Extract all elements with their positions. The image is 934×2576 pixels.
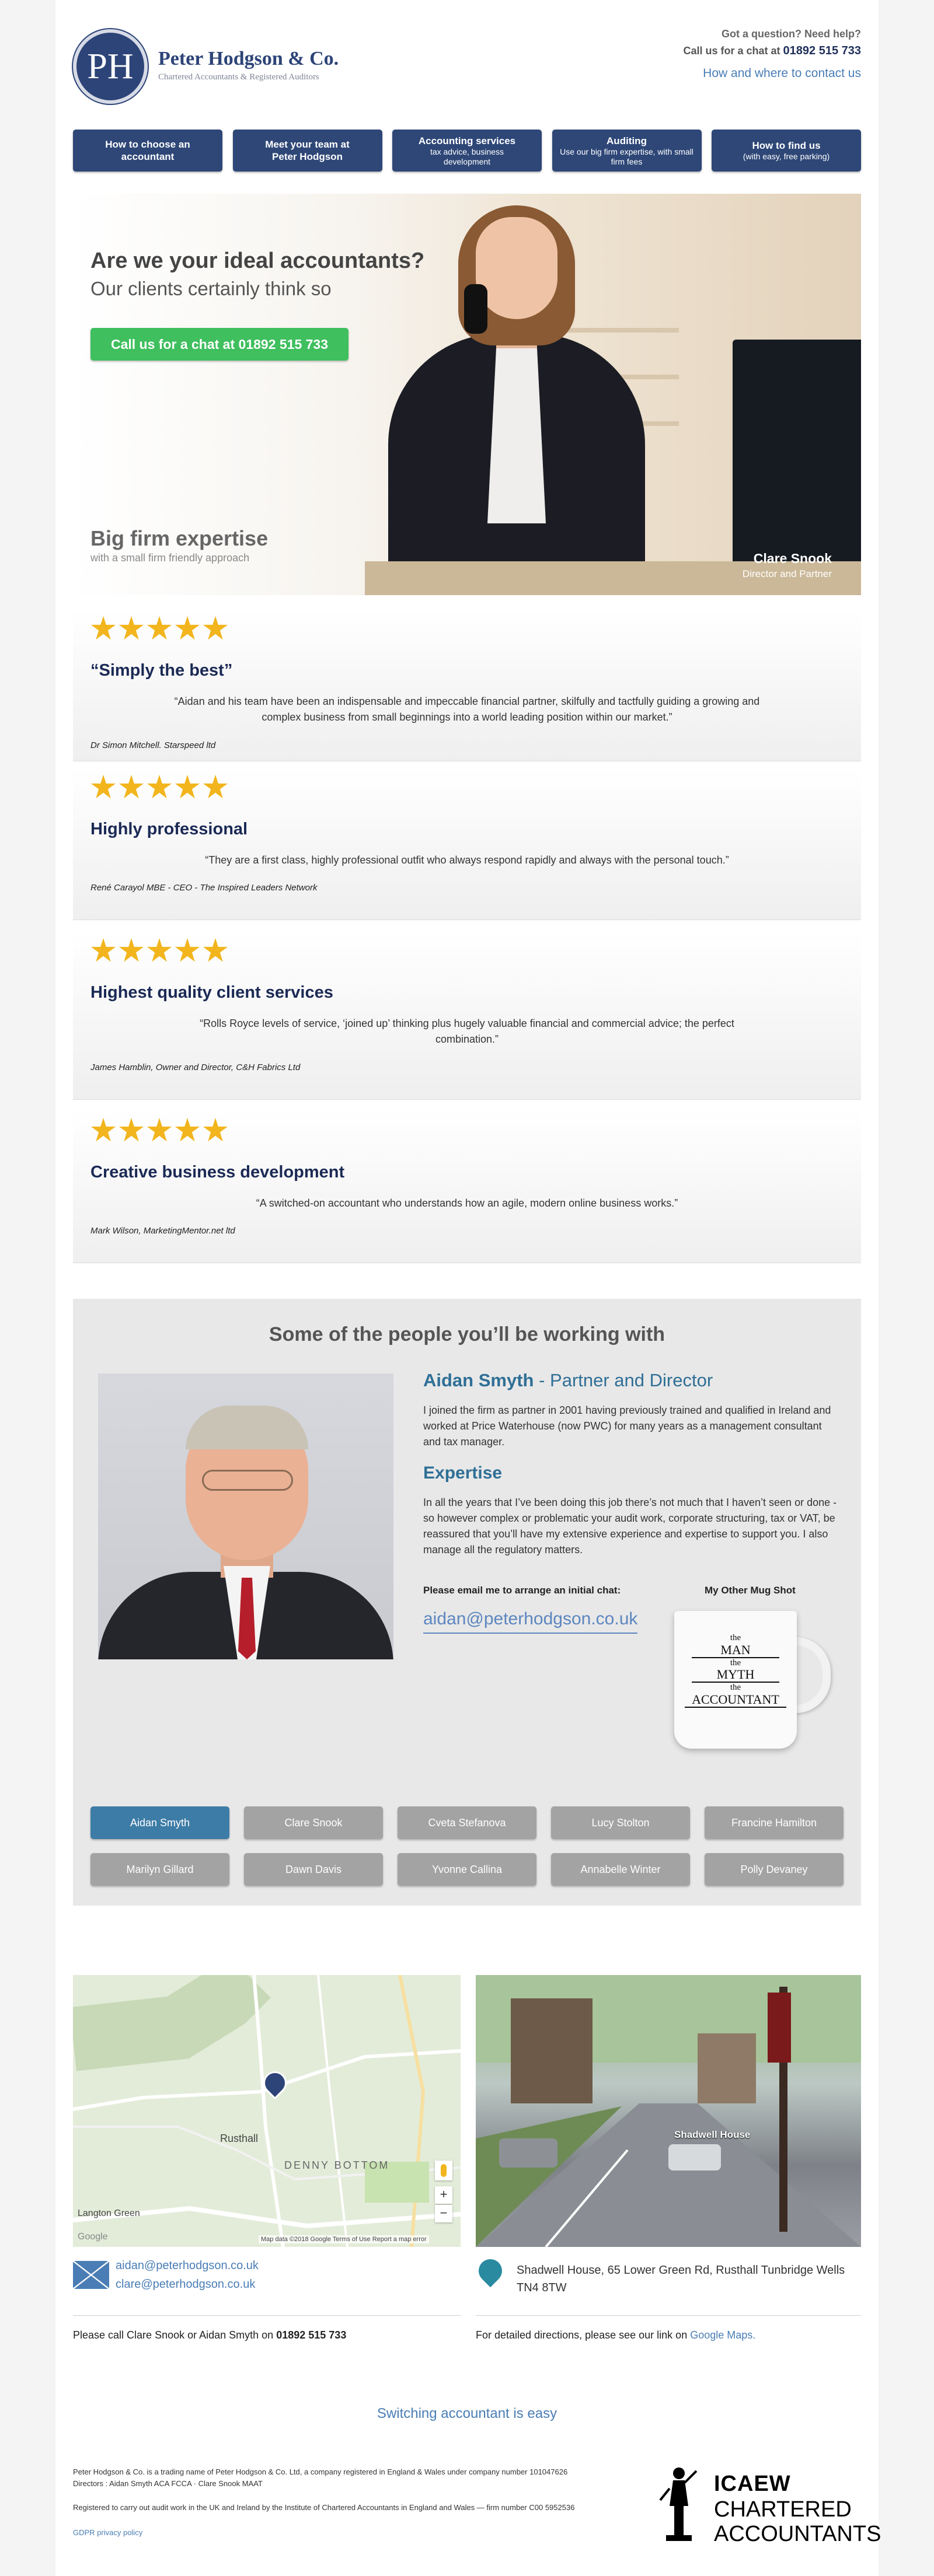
street-sign-shadwell-house: Shadwell House [674, 2129, 751, 2140]
nav-label: How to find us [752, 139, 821, 151]
map-label-denny-bottom: DENNY BOTTOM [284, 2159, 390, 2171]
nav-sublabel: (with easy, free parking) [743, 152, 830, 162]
nav-sublabel: tax advice, business development [430, 146, 504, 166]
testimonial-author: Dr Simon Mitchell. Starspeed ltd [90, 740, 216, 750]
star-icon [175, 1117, 200, 1143]
testimonial-title: “Simply the best” [90, 661, 233, 680]
member-role: Partner and Director [550, 1370, 713, 1390]
team-button-francine-hamilton[interactable]: Francine Hamilton [705, 1806, 844, 1839]
nav-accounting-services[interactable] [392, 130, 542, 172]
company-name[interactable]: Peter Hodgson & Co. [158, 48, 339, 69]
hero-person-shirt [487, 348, 546, 523]
footer-legal-line: Peter Hodgson & Co. is a trading name of Peter Hodgson & Co. Ltd, a company registered in England & Wales under company number 101047626 [73, 2467, 568, 2476]
team-section [73, 1299, 861, 1906]
switching-link[interactable]: Switching accountant is easy [377, 2406, 557, 2421]
google-logo: Google [78, 2232, 108, 2242]
zoom-out-button[interactable]: − [435, 2205, 452, 2222]
hero-person-face [476, 217, 557, 319]
icaew-figure-icon [658, 2465, 700, 2542]
mug-label: My Other Mug Shot [705, 1585, 796, 1596]
header-call [683, 44, 861, 58]
nav-label: Accounting services [418, 135, 516, 146]
team-button-cveta-stefanova[interactable]: Cveta Stefanova [398, 1806, 536, 1839]
rating-stars [90, 1117, 228, 1143]
mug-text: the [730, 1683, 741, 1693]
testimonial-quote: “They are a first class, highly professional outfit who always respond rapidly and always with the personal touch.” [205, 854, 729, 866]
testimonial-title: Highest quality client services [90, 983, 333, 1002]
header-phone[interactable]: 01892 515 733 [783, 44, 861, 57]
email-label: Please email me to arrange an initial chat: [423, 1585, 621, 1596]
expertise-text: In all the years that I’ve been doing this job there’s not much that I haven’t seen or done - so however complex or problematic your audit work, corporate structuring, tax or VAT, be reassured that you’ll have my extensive experience and expertise to support you. I also manage all the regulatory matters. [423, 1497, 837, 1556]
testimonial-title: Highly professional [90, 820, 248, 838]
expertise-heading: Expertise [423, 1463, 503, 1483]
testimonial-card [73, 609, 861, 761]
mug-image [674, 1611, 797, 1749]
hero-person-name: Clare Snook [753, 551, 832, 566]
team-button-aidan-smyth[interactable]: Aidan Smyth [90, 1806, 229, 1839]
mug-text: ACCOUNTANT [685, 1693, 786, 1708]
star-icon [90, 616, 116, 641]
testimonial-card [73, 931, 861, 1100]
member-bio: I joined the firm as partner in 2001 having previously trained and qualified in Ireland and worked at Price Waterhouse (now PWC) for many years as a management consultant and tax manager. [423, 1404, 831, 1448]
star-icon [90, 774, 116, 800]
star-icon [175, 774, 200, 800]
star-icon [119, 938, 144, 963]
header-call-prefix: Call us for a chat at [683, 45, 780, 57]
rating-stars [90, 938, 228, 963]
star-icon [203, 774, 228, 800]
team-heading: Some of the people you’ll be working with [269, 1323, 665, 1345]
divider [73, 2315, 461, 2316]
icaew-logo-text: CHARTERED [714, 2497, 852, 2522]
hero-tagline-sub: with a small firm friendly approach [90, 552, 250, 564]
testimonial-author: James Hamblin, Owner and Director, C&H Fabrics Ltd [90, 1062, 301, 1072]
street-view-photo [476, 1975, 861, 2247]
mug-text: the [730, 1633, 741, 1642]
footer-directors: Directors : Aidan Smyth ACA FCCA · Clare Snook MAAT [73, 2479, 263, 2488]
hero-title: Are we your ideal accountants? [90, 249, 425, 273]
star-icon [203, 938, 228, 963]
star-icon [119, 616, 144, 641]
call-number[interactable]: 01892 515 733 [276, 2329, 347, 2341]
map-label-langton-green: Langton Green [78, 2208, 140, 2218]
testimonial-author: Mark Wilson, MarketingMentor.net ltd [90, 1226, 235, 1236]
nav-label: Auditing [607, 135, 647, 146]
zoom-in-button[interactable]: + [435, 2186, 452, 2204]
envelope-icon [73, 2261, 109, 2289]
team-button-lucy-stolton[interactable]: Lucy Stolton [551, 1806, 690, 1839]
footer-legal [73, 2466, 567, 2489]
email-link-aidan[interactable]: aidan@peterhodgson.co.uk [116, 2259, 259, 2272]
icaew-logo-text: ACCOUNTANTS [714, 2522, 881, 2546]
street-scene [476, 1975, 861, 2247]
divider [476, 2315, 861, 2316]
testimonial-card [73, 1110, 861, 1263]
team-button-clare-snook[interactable]: Clare Snook [244, 1806, 383, 1839]
team-button-dawn-davis[interactable]: Dawn Davis [244, 1853, 383, 1886]
team-member-buttons [90, 1806, 844, 1886]
star-icon [203, 1117, 228, 1143]
rating-stars [90, 616, 228, 641]
nav-auditing[interactable] [552, 130, 702, 172]
pegman-icon[interactable] [435, 2161, 452, 2180]
testimonial-author: René Carayol MBE - CEO - The Inspired Leaders Network [90, 883, 318, 893]
location-pin-icon [474, 2255, 507, 2288]
mug-text: MAN [692, 1643, 779, 1658]
testimonial-title: Creative business development [90, 1163, 345, 1182]
mug-text: the [730, 1658, 741, 1668]
testimonial-quote: “Rolls Royce levels of service, ‘joined up’ thinking plus hugely valuable financial and commercial advice; the perfect combination.” [200, 1018, 734, 1045]
star-icon [203, 616, 228, 641]
contact-link[interactable]: How and where to contact us [703, 67, 861, 80]
map-roads [73, 1975, 461, 2247]
star-icon [175, 616, 200, 641]
member-email-link[interactable]: aidan@peterhodgson.co.uk [423, 1609, 637, 1634]
phone-icon [464, 284, 487, 334]
star-icon [147, 938, 172, 963]
mug-text: MYTH [692, 1668, 779, 1683]
hero-subtitle: Our clients certainly think so [90, 278, 332, 299]
member-heading [423, 1370, 713, 1391]
map-label-rusthall: Rusthall [220, 2133, 259, 2144]
google-maps-link[interactable]: Google Maps. [690, 2329, 756, 2341]
glasses-icon [202, 1470, 293, 1491]
gdpr-link[interactable]: GDPR privacy policy [73, 2528, 143, 2537]
page [55, 0, 879, 2576]
testimonial-quote: “A switched-on accountant who understands how an agile, modern online business works.” [256, 1197, 678, 1209]
team-button-annabelle-winter[interactable]: Annabelle Winter [551, 1853, 690, 1886]
call-us-button[interactable]: Call us for a chat at 01892 515 733 [90, 328, 348, 361]
nav-meet-team[interactable] [233, 130, 382, 172]
company-tagline: Chartered Accountants & Registered Auditors [158, 72, 319, 82]
star-icon [147, 774, 172, 800]
photo-hair [186, 1406, 308, 1449]
main-nav [73, 130, 861, 172]
testimonial-card [73, 767, 861, 920]
footer-registration: Registered to carry out audit work in the UK and Ireland by the Institute of Chartered Accountants in England and Wales — firm number C00 5952536 [73, 2503, 575, 2512]
directions-prefix: For detailed directions, please see our link on [476, 2329, 688, 2341]
star-icon [90, 1117, 116, 1143]
team-button-marilyn-gillard[interactable]: Marilyn Gillard [90, 1853, 229, 1886]
team-button-yvonne-callina[interactable]: Yvonne Callina [398, 1853, 536, 1886]
nav-choose-accountant[interactable] [73, 130, 222, 172]
star-icon [119, 774, 144, 800]
call-prefix: Please call Clare Snook or Aidan Smyth on [73, 2329, 274, 2341]
star-icon [147, 1117, 172, 1143]
nav-find-us[interactable] [712, 130, 861, 172]
office-address: Shadwell House, 65 Lower Green Rd, Rusthall Tunbridge Wells TN4 8TW [517, 2264, 845, 2294]
nav-label: How to choose an accountant [105, 138, 190, 162]
rating-stars [90, 774, 228, 800]
logo-monogram[interactable]: PH [73, 29, 148, 104]
email-link-clare[interactable]: clare@peterhodgson.co.uk [116, 2278, 256, 2291]
star-icon [90, 938, 116, 963]
header-question: Got a question? Need help? [721, 28, 861, 40]
nav-label: Meet your team at Peter Hodgson [265, 138, 350, 162]
testimonial-quote: “Aidan and his team have been an indispensable and impeccable financial partner, skilfully and tactfully guiding a growing and complex business from small beginnings into a world leading position within our market.” [174, 695, 760, 723]
star-icon [119, 1117, 144, 1143]
member-sep: - [534, 1370, 550, 1390]
member-name: Aidan Smyth [423, 1370, 534, 1390]
hero-person-role: Director and Partner [742, 568, 832, 579]
map-credits: Map data ©2018 Google Terms of Use Report a map error [259, 2235, 429, 2243]
team-member-photo [98, 1373, 393, 1659]
hero-tagline: Big firm expertise [90, 526, 269, 550]
team-button-polly-devaney[interactable]: Polly Devaney [705, 1853, 844, 1886]
google-map[interactable] [73, 1975, 461, 2247]
call-text [73, 2329, 346, 2341]
directions-text [476, 2329, 755, 2341]
star-icon [147, 616, 172, 641]
star-icon [175, 938, 200, 963]
icaew-logo-text: ICAEW [714, 2472, 791, 2496]
hero-banner [73, 194, 861, 595]
nav-sublabel: Use our big firm expertise, with small firm fees [560, 146, 693, 166]
